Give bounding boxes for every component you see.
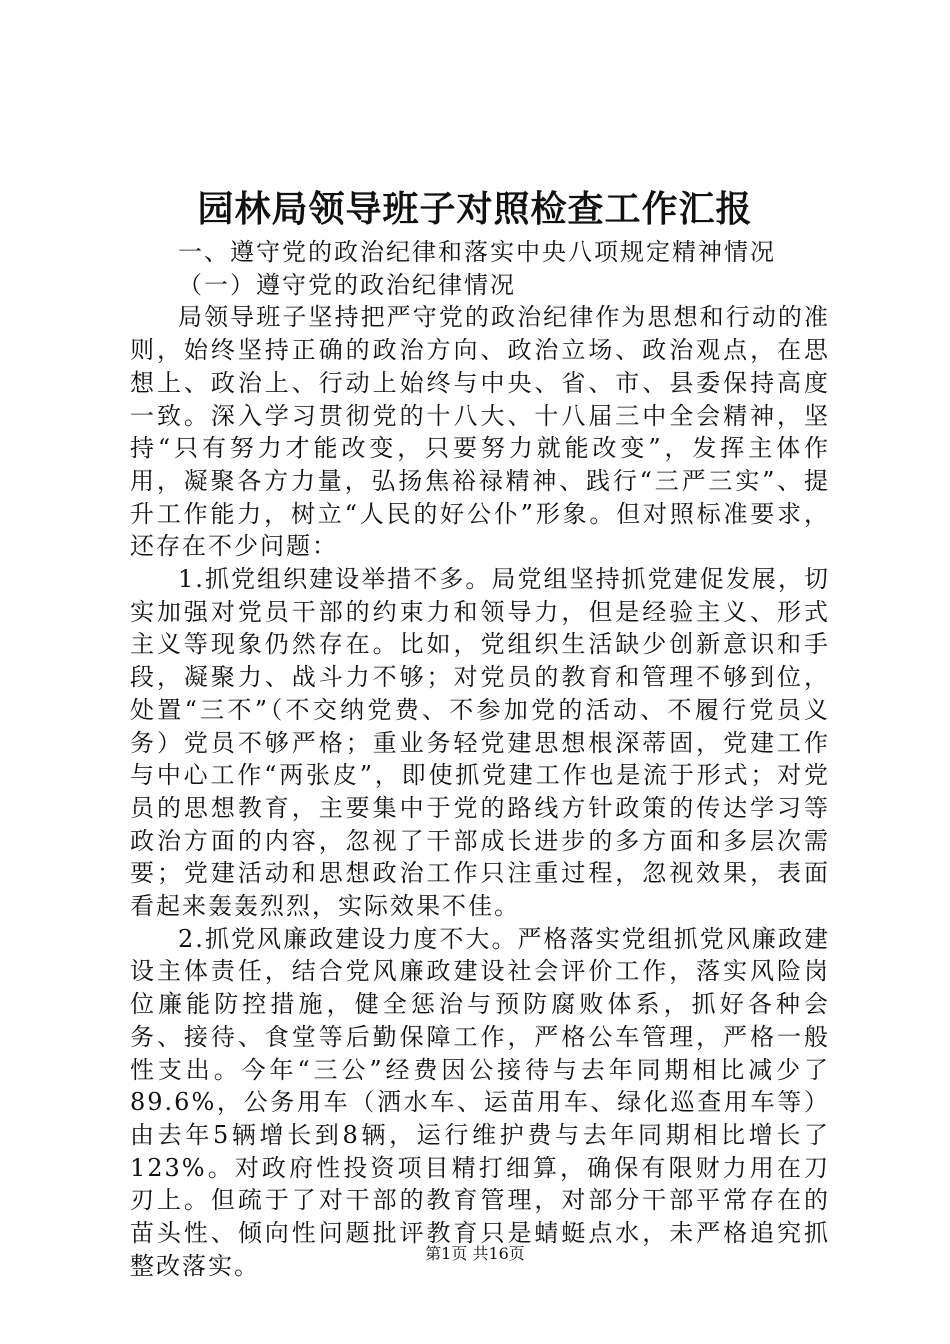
page-footer: 第1页 共16页 (425, 1244, 525, 1263)
section-heading-1: 一、遵守党的政治纪律和落实中央八项规定精神情况 (178, 238, 776, 266)
paragraph-intro: 局领导班子坚持把严守党的政治纪律作为思想和行动的准则，始终坚持正确的政治方向、政治立场、政治观点，在思想上、政治上、行动上始终与中央、省、市、县委保持高度一致。深入学习贯彻党的十八大、十八届三中全会精神，坚持“只有努力才能改变，只要努力就能改变”，发挥主体作用，凝聚各方力量，弘扬焦裕禄精神、践行“三严三实”、提升工作能力，树立“人民的好公仆”形象。但对照标准要求，还存在不少问题： (130, 303, 830, 561)
paragraph-item-2: 2.抓党风廉政建设力度不大。严格落实党组抓党风廉政建设主体责任，结合党风廉政建设社会评价工作，落实风险岗位廉能防控措施，健全惩治与预防腐败体系，抓好各种会务、接待、食堂等后勤保障工作，严格公车管理，严格一般性支出。今年“三公”经费因公接待与去年同期相比减少了89.6%，公务用车（洒水车、运苗用车、绿化巡查用车等）由去年5辆增长到8辆，运行维护费与去年同期相比增长了123%。对政府性投资项目精打细算，确保有限财力用在刀刃上。但疏于了对干部的教育管理，对部分干部平常存在的苗头性、倾向性问题批评教育只是蜻蜓点水，未严格追究抓整改落实。 (130, 924, 830, 1280)
document-body (130, 236, 830, 1283)
document-title: 园林局领导班子对照检查工作汇报 (197, 188, 753, 230)
subsection-heading-1: （一）遵守党的政治纪律情况 (178, 270, 516, 299)
paragraph-item-1: 1.抓党组织建设举措不多。局党组坚持抓党建促发展，切实加强对党员干部的约束力和领导力，但是经验主义、形式主义等现象仍然存在。比如，党组织生活缺少创新意识和手段，凝聚力、战斗力不够；对党员的教育和管理不够到位，处置“三不”（不交纳党费、不参加党的活动、不履行党员义务）党员不够严格；重业务轻党建思想根深蒂固，党建工作与中心工作“两张皮”，即使抓党建工作也是流于形式；对党员的思想教育，主要集中于党的路线方针政策的传达学习等政治方面的内容，忽视了干部成长进步的多方面和多层次需要；党建活动和思想政治工作只注重过程，忽视效果，表面看起来轰轰烈烈，实际效果不佳。 (130, 565, 830, 921)
